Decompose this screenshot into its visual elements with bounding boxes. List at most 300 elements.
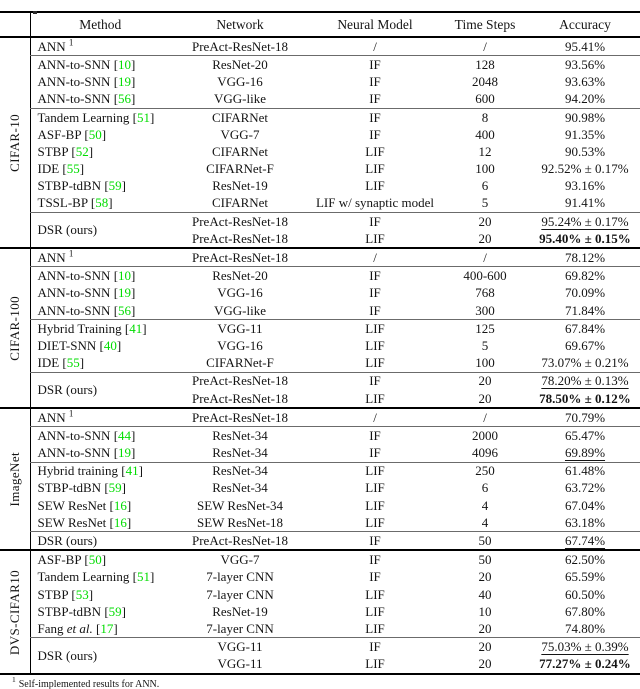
neural-model-cell: LIF (365, 143, 385, 159)
network-cell: SEW ResNet-34 (196, 497, 284, 513)
neural-model-cell: LIF (310, 620, 440, 638)
method-cell: ASF-BP [50] (30, 550, 170, 568)
accuracy-value: 63.72% (564, 480, 606, 496)
accuracy-cell (530, 408, 640, 427)
accuracy-cell (530, 195, 640, 213)
time-steps-cell: 6 (481, 178, 489, 194)
time-steps-cell: 20 (478, 569, 492, 585)
column-header-network: Network (170, 12, 310, 37)
method-label: IDE (37, 355, 60, 371)
method-cell: STBP [52] (30, 143, 170, 160)
accuracy-value: 77.27% ± 0.24% (539, 656, 631, 672)
time-steps-cell: 100 (440, 354, 530, 372)
accuracy-cell (530, 91, 640, 109)
neural-model-cell: IF (310, 302, 440, 320)
accuracy-value: 93.16% (564, 178, 606, 194)
accuracy-cell (530, 178, 640, 195)
accuracy-value: 63.18% (564, 514, 606, 530)
time-steps-cell: 6 (481, 480, 489, 496)
table-row (0, 248, 640, 267)
network-cell: 7-layer CNN (206, 586, 274, 602)
accuracy-value: 69.82% (564, 268, 606, 284)
accuracy-value: 62.50% (564, 552, 606, 568)
accuracy-value: 67.74% (564, 533, 606, 549)
neural-model-cell: LIF (365, 230, 385, 246)
accuracy-cell (530, 569, 640, 586)
accuracy-value: 67.04% (564, 497, 606, 513)
accuracy-cell (530, 603, 640, 620)
network-cell: CIFARNet (170, 195, 310, 213)
method-label: STBP-tdBN (37, 480, 102, 496)
method-cell: SEW ResNet [16] (30, 497, 170, 514)
neural-model-cell: LIF (365, 586, 385, 602)
time-steps-cell: 20 (478, 656, 492, 672)
method-label: ANN-to-SNN (37, 74, 111, 90)
table-row (0, 620, 640, 638)
method-label: ANN-to-SNN (37, 91, 111, 107)
method-label: ANN-to-SNN (37, 285, 111, 301)
method-label: ANN (37, 38, 66, 54)
time-steps-cell: 5 (481, 337, 489, 353)
table-row (0, 550, 640, 568)
network-cell: ResNet-20 (212, 56, 268, 72)
method-label: ANN-to-SNN (37, 445, 111, 461)
network-cell: CIFARNet (211, 143, 269, 159)
table-row (0, 408, 640, 427)
method-label: ASF-BP (37, 126, 82, 142)
table-row (0, 586, 640, 603)
method-label: DSR (ours) (37, 533, 98, 549)
neural-model-cell: IF (369, 213, 381, 229)
time-steps-cell: 768 (475, 285, 495, 301)
network-cell: CIFARNet-F (170, 354, 310, 372)
table-row (0, 354, 640, 372)
accuracy-value: 91.41% (564, 195, 606, 211)
accuracy-cell (530, 586, 640, 603)
network-cell: PreAct-ResNet-18 (191, 533, 289, 549)
citation-link[interactable]: 19 (118, 285, 132, 301)
accuracy-cell (530, 427, 640, 445)
neural-model-cell: IF (369, 56, 381, 72)
network-cell: CIFARNet-F (206, 161, 274, 177)
time-steps-cell: 125 (475, 320, 495, 336)
column-header-method: Method (30, 12, 170, 37)
time-steps-cell: 50 (478, 533, 492, 549)
accuracy-value: 65.47% (564, 427, 606, 443)
neural-model-cell: LIF (365, 656, 385, 672)
method-cell: IDE [55] (30, 354, 170, 372)
network-cell: VGG-11 (217, 639, 263, 655)
accuracy-value: 70.79% (564, 409, 606, 425)
neural-model-cell: IF (310, 444, 440, 462)
method-label: IDE (37, 161, 60, 177)
table-head (0, 12, 640, 37)
accuracy-cell (530, 73, 640, 90)
accuracy-value: 91.35% (564, 126, 606, 142)
accuracy-value: 74.80% (564, 620, 606, 636)
neural-model-cell: LIF (365, 337, 385, 353)
time-steps-cell: 40 (478, 586, 492, 602)
method-label: DSR (ours) (37, 381, 98, 397)
header-label-spacer (0, 12, 30, 37)
neural-model-cell: LIF (365, 390, 385, 406)
accuracy-cell (530, 143, 640, 160)
table-row (0, 195, 640, 213)
table-row (0, 638, 640, 656)
network-cell: CIFARNet (211, 109, 269, 125)
network-cell: ResNet-34 (212, 480, 268, 496)
footnote-marker: 1 (12, 675, 16, 685)
table-row (0, 91, 640, 109)
method-cell: ANN-to-SNN [19] (30, 444, 170, 462)
table-row (0, 514, 640, 532)
accuracy-cell (530, 390, 640, 408)
citation-link[interactable]: 10 (118, 56, 132, 72)
accuracy-value: 67.80% (564, 603, 606, 619)
method-cell: Hybrid training [41] (30, 462, 170, 480)
results-table (0, 11, 640, 675)
citation-link[interactable]: 50 (88, 552, 102, 568)
table-row (0, 160, 640, 177)
method-label: ANN (37, 250, 66, 266)
accuracy-cell (530, 302, 640, 320)
section-label-text: ImageNet (6, 451, 22, 507)
method-cell: STBP-tdBN [59] (30, 603, 170, 620)
table-row (0, 427, 640, 445)
time-steps-cell: 4 (481, 497, 489, 513)
citation-link[interactable]: 41 (129, 320, 143, 336)
time-steps-cell: 2048 (472, 74, 498, 90)
method-label: DIET-SNN (37, 337, 97, 353)
accuracy-value: 67.84% (564, 320, 606, 336)
accuracy-value: 71.84% (564, 302, 606, 318)
neural-model-cell: IF (369, 74, 381, 90)
neural-model-cell: LIF (365, 463, 385, 479)
accuracy-cell (530, 354, 640, 372)
section-label-cifar-10 (0, 37, 30, 248)
accuracy-cell (530, 320, 640, 338)
accuracy-value: 78.12% (564, 250, 606, 266)
citation-link[interactable]: 58 (95, 195, 109, 211)
table-row (0, 603, 640, 620)
footnote-ref: 1 (68, 408, 74, 419)
accuracy-cell (530, 480, 640, 497)
table-footnote (12, 675, 640, 689)
citation-link[interactable]: 59 (108, 603, 122, 619)
method-cell (30, 212, 170, 248)
time-steps-cell: 20 (478, 213, 492, 229)
citation-link[interactable]: 44 (118, 427, 132, 443)
network-cell: ResNet-20 (212, 268, 268, 284)
accuracy-cell (530, 248, 640, 267)
network-cell: 7-layer CNN (206, 569, 274, 585)
table-row (0, 108, 640, 126)
table-row (0, 497, 640, 514)
citation-link[interactable]: 55 (66, 355, 80, 371)
table-row (0, 337, 640, 354)
neural-model-cell: LIF (365, 603, 385, 619)
section-label-dvs-cifar10 (0, 550, 30, 673)
method-label: Hybrid training (37, 463, 119, 479)
accuracy-cell (530, 497, 640, 514)
accuracy-cell (530, 56, 640, 74)
network-cell: 7-layer CNN (170, 620, 310, 638)
method-label: SEW ResNet (37, 514, 107, 530)
method-cell (30, 408, 170, 427)
network-cell: ResNet-34 (212, 427, 268, 443)
citation-link[interactable]: 59 (108, 480, 122, 496)
accuracy-cell (530, 160, 640, 177)
neural-model-cell: LIF w/ synaptic model (310, 195, 440, 213)
time-steps-cell: 250 (475, 463, 495, 479)
method-label: Fang (37, 620, 67, 636)
citation-link[interactable]: 41 (125, 463, 139, 479)
citation-link[interactable]: 16 (113, 514, 127, 530)
method-cell: DIET-SNN [40] (30, 337, 170, 354)
neural-model-cell: IF (369, 427, 381, 443)
accuracy-value: 90.53% (564, 143, 606, 159)
neural-model-cell: LIF (365, 320, 385, 336)
method-cell (30, 248, 170, 267)
method-label: ANN-to-SNN (37, 56, 111, 72)
method-cell: TSSL-BP [58] (30, 195, 170, 213)
accuracy-cell (530, 620, 640, 638)
neural-model-cell: IF (310, 550, 440, 568)
method-label: ASF-BP (37, 552, 82, 568)
citation-link[interactable]: 56 (118, 91, 132, 107)
method-cell: STBP-tdBN [59] (30, 178, 170, 195)
citation-link[interactable]: 56 (118, 302, 132, 318)
network-cell: VGG-7 (170, 550, 310, 568)
time-steps-cell: 8 (481, 109, 489, 125)
time-steps-cell: / (440, 408, 530, 427)
network-cell: VGG-16 (217, 285, 263, 301)
accuracy-cell (530, 126, 640, 143)
neural-model-cell: / (310, 37, 440, 56)
method-cell: Tandem Learning [51] (30, 569, 170, 586)
citation-link[interactable]: 40 (103, 337, 117, 353)
accuracy-cell (530, 514, 640, 532)
method-cell: ASF-BP [50] (30, 126, 170, 143)
accuracy-cell (530, 532, 640, 551)
footnote-ref: 1 (68, 37, 74, 48)
citation-link[interactable]: 59 (108, 178, 122, 194)
accuracy-value: 75.03% ± 0.39% (541, 639, 629, 655)
table-row (0, 302, 640, 320)
citation-link[interactable]: 52 (75, 143, 89, 159)
accuracy-value: 90.98% (564, 109, 606, 125)
neural-model-cell: LIF (365, 497, 385, 513)
neural-model-cell: IF (369, 268, 381, 284)
neural-model-cell: IF (369, 109, 381, 125)
accuracy-value: 78.50% ± 0.12% (539, 390, 631, 406)
method-cell: ANN-to-SNN [44] (30, 427, 170, 445)
method-cell: ANN-to-SNN [56] (30, 91, 170, 109)
accuracy-value: 95.40% ± 0.15% (539, 230, 631, 246)
accuracy-value: 73.07% ± 0.21% (541, 355, 629, 371)
accuracy-cell (530, 37, 640, 56)
accuracy-cell (530, 108, 640, 126)
network-cell: VGG-like (170, 302, 310, 320)
section-label-imagenet (0, 408, 30, 551)
method-label: ANN-to-SNN (37, 302, 111, 318)
time-steps-cell: 300 (440, 302, 530, 320)
accuracy-value: 65.59% (564, 569, 606, 585)
accuracy-cell (530, 372, 640, 390)
accuracy-value: 92.52% ± 0.17% (541, 161, 629, 177)
accuracy-cell (530, 337, 640, 354)
method-cell (30, 37, 170, 56)
method-cell: Hybrid Training [41] (30, 320, 170, 338)
method-cell: ANN-to-SNN [10] (30, 267, 170, 285)
footnote-ref: 1 (68, 248, 74, 259)
citation-link[interactable]: 19 (118, 74, 132, 90)
column-header-accuracy: Accuracy (530, 12, 640, 37)
accuracy-cell (530, 656, 640, 674)
table-row (0, 126, 640, 143)
table-row (0, 212, 640, 230)
time-steps-cell: 20 (478, 390, 492, 406)
method-cell: ANN-to-SNN [19] (30, 285, 170, 302)
method-label: ANN-to-SNN (37, 268, 111, 284)
accuracy-cell (530, 444, 640, 462)
accuracy-value: 70.09% (564, 285, 606, 301)
table-row (0, 372, 640, 390)
accuracy-cell (530, 462, 640, 480)
accuracy-value: 69.89% (564, 445, 606, 461)
method-label: Tandem Learning (37, 109, 130, 125)
column-header-neural-model: Neural Model (310, 12, 440, 37)
time-steps-cell: 600 (440, 91, 530, 109)
neural-model-cell: / (310, 408, 440, 427)
accuracy-cell (530, 285, 640, 302)
network-cell: ResNet-34 (170, 444, 310, 462)
neural-model-cell: IF (310, 91, 440, 109)
method-cell: IDE [55] (30, 160, 170, 177)
neural-model-cell: IF (369, 533, 381, 549)
accuracy-value: 78.20% ± 0.13% (541, 373, 629, 389)
method-label: TSSL-BP (37, 195, 88, 211)
network-cell: PreAct-ResNet-18 (191, 213, 289, 229)
method-label: DSR (ours) (37, 222, 98, 238)
section-label-cifar-100 (0, 248, 30, 408)
method-cell: ANN-to-SNN [10] (30, 56, 170, 74)
citation-link[interactable]: 10 (118, 268, 132, 284)
accuracy-value: 94.20% (564, 91, 606, 107)
accuracy-value: 95.24% ± 0.17% (541, 213, 629, 229)
caption-remnant (33, 11, 37, 14)
table-row (0, 285, 640, 302)
method-label: STBP (37, 143, 69, 159)
paper-page (0, 11, 640, 689)
citation-link[interactable]: 55 (66, 161, 80, 177)
neural-model-cell: LIF (310, 354, 440, 372)
network-cell: VGG-11 (217, 656, 263, 672)
table-row (0, 143, 640, 160)
citation-link[interactable]: 50 (88, 126, 102, 142)
neural-model-cell: LIF (365, 178, 385, 194)
accuracy-cell (530, 230, 640, 248)
table-row (0, 73, 640, 90)
network-cell: VGG-like (170, 91, 310, 109)
time-steps-cell: 20 (478, 639, 492, 655)
time-steps-cell: 12 (478, 143, 492, 159)
time-steps-cell: 20 (440, 620, 530, 638)
method-label: STBP (37, 586, 69, 602)
accuracy-cell (530, 267, 640, 285)
method-cell: ANN-to-SNN [56] (30, 302, 170, 320)
time-steps-cell: 2000 (472, 427, 498, 443)
footnote-text: Self-implemented results for ANN. (18, 678, 160, 689)
accuracy-value: 93.63% (564, 74, 606, 90)
network-cell: ResNet-19 (212, 178, 268, 194)
time-steps-cell: / (440, 248, 530, 267)
method-cell: Fang et al. [17] (30, 620, 170, 638)
table-row (0, 569, 640, 586)
citation-link[interactable]: 16 (113, 497, 127, 513)
citation-link[interactable]: 19 (118, 445, 132, 461)
neural-model-cell: LIF (365, 161, 385, 177)
section-label-text: CIFAR-10 (6, 113, 22, 172)
table-row (0, 444, 640, 462)
table-row (0, 532, 640, 551)
network-cell: VGG-16 (217, 74, 263, 90)
header-row (0, 12, 640, 37)
network-cell: ResNet-19 (212, 603, 268, 619)
method-label: ANN-to-SNN (37, 427, 111, 443)
network-cell: PreAct-ResNet-18 (191, 390, 289, 406)
time-steps-cell: 4096 (440, 444, 530, 462)
accuracy-cell (530, 638, 640, 656)
neural-model-cell: IF (369, 285, 381, 301)
accuracy-value: 60.50% (564, 586, 606, 602)
time-steps-cell: 5 (440, 195, 530, 213)
method-label: Tandem Learning (37, 569, 130, 585)
time-steps-cell: 20 (478, 373, 492, 389)
method-cell: SEW ResNet [16] (30, 514, 170, 532)
accuracy-value: 61.48% (564, 463, 606, 479)
citation-link[interactable]: 17 (100, 620, 114, 636)
neural-model-cell: / (310, 248, 440, 267)
time-steps-cell: 100 (475, 161, 495, 177)
method-cell: ANN-to-SNN [19] (30, 73, 170, 90)
neural-model-cell: LIF (365, 480, 385, 496)
accuracy-value: 93.56% (564, 56, 606, 72)
column-header-time-steps: Time Steps (440, 12, 530, 37)
network-cell: PreAct-ResNet-18 (170, 37, 310, 56)
method-label: ANN (37, 409, 66, 425)
time-steps-cell: 20 (478, 230, 492, 246)
accuracy-value: 95.41% (564, 38, 606, 54)
neural-model-cell: LIF (310, 514, 440, 532)
section-label-text: CIFAR-100 (6, 295, 22, 361)
table-row (0, 56, 640, 74)
method-label: SEW ResNet (37, 497, 107, 513)
citation-link[interactable]: 53 (75, 586, 89, 602)
time-steps-cell: / (440, 37, 530, 56)
network-cell: SEW ResNet-18 (170, 514, 310, 532)
network-cell: VGG-16 (217, 337, 263, 353)
time-steps-cell: 400 (475, 126, 495, 142)
method-label: STBP-tdBN (37, 178, 102, 194)
table-row (0, 320, 640, 338)
citation-link[interactable]: 51 (136, 109, 150, 125)
method-cell (30, 372, 170, 408)
citation-link[interactable]: 51 (136, 569, 150, 585)
table-row (0, 480, 640, 497)
accuracy-cell (530, 212, 640, 230)
method-label-italic: et al. (66, 620, 93, 636)
